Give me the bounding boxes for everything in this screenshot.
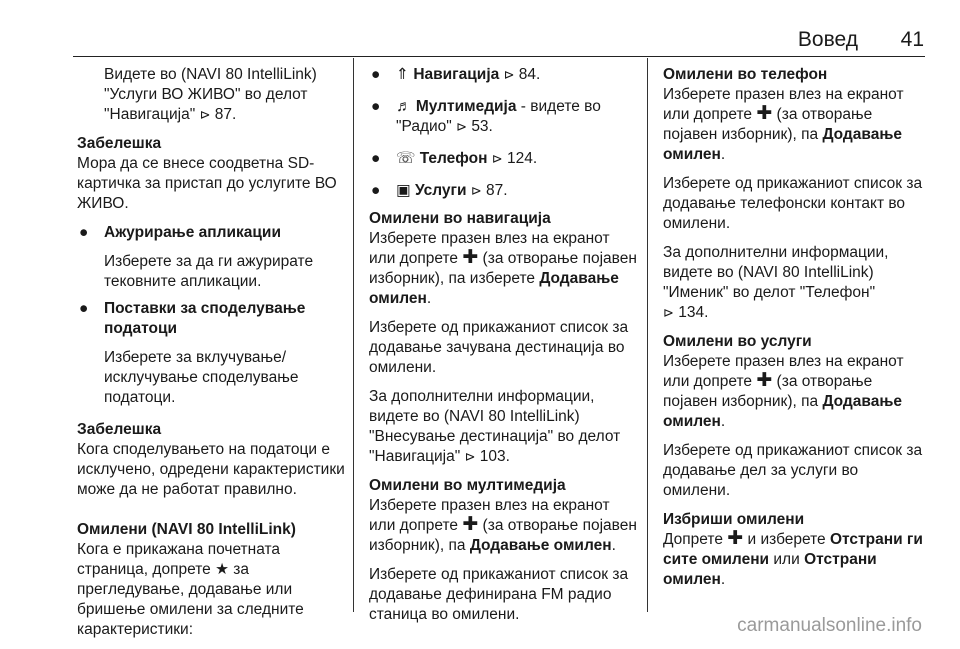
note-text: Кога споделувањето на податоци е исклучено, одредени карактеристики може да не работат правилно. [77,441,345,498]
menu-option: Отстрани омилен [663,551,877,588]
page-title: Вовед [797,28,858,51]
list-item [369,181,637,201]
section-text: Изберете празен влез на екранот или допрете ✚ (за отворање појавен изборник), па Додавање омилен. [369,497,637,554]
bullet-icon: ● [371,98,381,115]
column-3 [663,65,925,599]
bullet-icon: ● [371,150,381,167]
section-text: За дополнителни информации, видете во (NAVI 80 IntelliLink) "Именик" во делот "Телефон" ⊳ 134. [663,244,889,321]
section-title: Омилени во мултимедија [369,477,566,494]
note-title: Забелешка [77,421,162,438]
text-line: "Услуги ВО ЖИВО" во делот [104,86,308,103]
header-divider [73,56,925,57]
page-ref[interactable]: 124. [507,150,538,167]
menu-option: Додавање омилен [369,270,619,307]
note-text: Мора да се внесе соодветна SD-картичка за пристап до услугите ВО ЖИВО. [77,155,337,212]
menu-option: Додавање омилен [469,537,612,554]
page-header [0,0,960,60]
section-text: За дополнителни информации, видете во (NAVI 80 IntelliLink) "Внесување дестинација" во делот "Навигација" ⊳ 103. [369,388,621,465]
section-title: Омилени во услуги [663,333,812,350]
page-ref-icon: ⊳ [456,119,467,134]
page-ref[interactable]: 103. [479,448,510,465]
watermark: carmanualsonline.info [737,615,922,636]
plus-icon: ✚ [462,514,479,535]
bullet-text: Изберете за вклучување/ исклучување споделување податоци. [104,349,299,406]
section-text: Изберете празен влез на екранот или допрете ✚ (за отворање појавен изборник), па изберете Додавање омилен. [369,230,637,307]
page-ref-icon: ⊳ [503,67,515,82]
bullet-title: Поставки за споделување податоци [104,300,306,337]
list-item [369,97,637,137]
bullet-title: Ажурирање апликации [104,224,281,241]
services-icon: ▣ [396,182,411,199]
text-line: Видете во (NAVI 80 IntelliLink) [104,66,317,83]
bullet-icon: ● [79,224,89,241]
item-label: Навигација [413,66,500,83]
page-ref[interactable]: 87. [486,182,508,199]
page-ref-icon: ⊳ [199,107,211,122]
bullet-icon: ● [79,300,89,317]
page-ref-icon: ⊳ [663,305,674,320]
item-label: Мултимедија [415,98,517,115]
navigation-icon: ⇑ [396,66,409,83]
text-line [104,105,345,125]
star-icon: ★ [215,561,229,578]
note-title: Забелешка [77,135,162,152]
section-title: Избриши омилени [663,511,805,528]
item-label: Телефон [419,150,488,167]
section-text: Изберете од прикажаниот список за додавање дел за услуги во омилени. [663,442,923,499]
page-ref[interactable]: 84. [518,66,541,83]
menu-option: Додавање омилен [663,126,903,163]
bullet-icon: ● [371,66,381,83]
section-text: Допрете ✚ и изберете Отстрани ги сите омилени или Отстрани омилен. [663,528,923,588]
section-text: Кога е прикажана почетната страница, допрете ★ за прегледување, додавање или бришење омилени за следните карактеристики: [77,541,304,638]
menu-option: Отстрани ги сите омилени [663,531,923,568]
section-text: Изберете од прикажаниот список за додавање телефонски контакт во омилени. [663,175,923,232]
list-item [369,149,637,169]
page-ref[interactable]: 53. [471,118,493,135]
section-text: Изберете од прикажаниот список за додавање зачувана дестинација во омилени. [369,319,629,376]
section-title: Омилени во телефон [663,66,828,83]
multimedia-icon: ♬ [396,98,412,115]
phone-icon: ☏ [396,150,416,167]
column-divider-1 [353,58,354,612]
page-ref[interactable]: 87. [214,106,237,123]
column-2 [369,65,637,634]
list-item [77,299,345,408]
bullet-text: Изберете за да ги ажурирате тековните апликации. [104,253,314,290]
section-text: Изберете празен влез на екранот или допрете ✚ (за отворање појавен изборник), па Додавање омилен. [663,86,904,163]
page-ref-icon: ⊳ [491,151,503,166]
section-text: Изберете од прикажаниот список за додавање дефинирана FM радио станица во омилени. [369,566,629,623]
list-item [369,65,637,85]
column-divider-2 [647,58,648,612]
item-text: - видете во "Радио" [396,98,601,135]
bullet-icon: ● [371,182,381,199]
list-item [77,223,345,292]
section-title: Омилени во навигација [369,210,551,227]
plus-icon: ✚ [756,370,773,391]
page-ref-icon: ⊳ [470,183,482,198]
plus-icon: ✚ [462,247,479,268]
column-1 [77,65,345,649]
plus-icon: ✚ [727,528,744,549]
section-title: Омилени (NAVI 80 IntelliLink) [77,521,296,538]
page-number: 41 [900,28,924,51]
item-label: Услуги [414,182,467,199]
link-text: "Навигација" [104,106,196,123]
section-text: Изберете празен влез на екранот или допрете ✚ (за отворање појавен изборник), па Додавање омилен. [663,353,904,430]
page-ref[interactable]: 134. [678,304,709,321]
plus-icon: ✚ [756,103,773,124]
page-ref-icon: ⊳ [464,449,476,464]
continued-text [77,65,345,125]
menu-option: Додавање омилен [663,393,903,430]
